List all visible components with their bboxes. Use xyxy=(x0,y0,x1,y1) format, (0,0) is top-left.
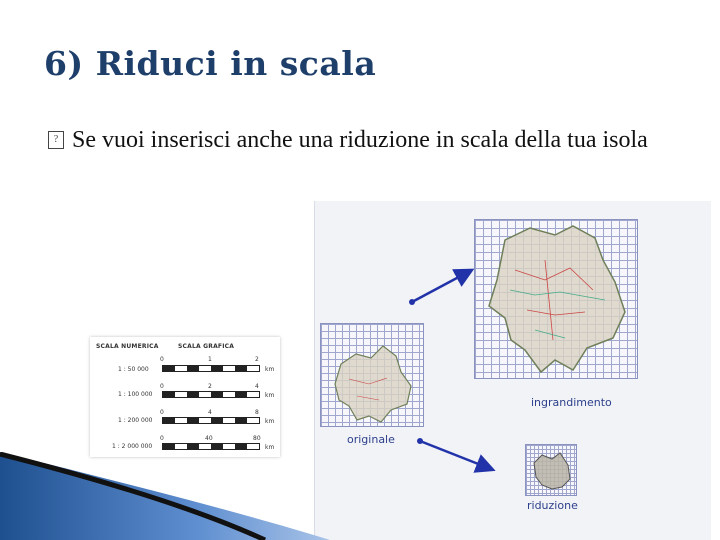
scale-ratio: 1 : 2 000 000 xyxy=(112,443,153,450)
scale-table-figure xyxy=(90,337,280,457)
bullet-text: Se vuoi inserisci anche una riduzione in scala della tua isola xyxy=(72,127,648,153)
scale-tick: 1 xyxy=(208,356,212,363)
enlargement-label: ingrandimento xyxy=(531,396,612,409)
scale-tick: 2 xyxy=(208,383,212,390)
scale-unit: km xyxy=(265,392,275,399)
scale-bar xyxy=(162,365,260,372)
scale-tick: 8 xyxy=(255,409,259,416)
scale-ratio: 1 : 100 000 xyxy=(118,391,153,398)
original-label: originale xyxy=(347,433,395,446)
scale-unit: km xyxy=(265,444,275,451)
scale-bar xyxy=(162,391,260,398)
bullet-icon: ? xyxy=(48,131,64,149)
slide-title: 6) Riduci in scala xyxy=(44,44,377,83)
scale-bar xyxy=(162,417,260,424)
scale-unit: km xyxy=(265,418,275,425)
decorative-swoosh xyxy=(0,452,330,540)
scale-tick: 40 xyxy=(205,435,213,442)
scale-tick: 0 xyxy=(160,435,164,442)
bullet-item xyxy=(48,126,688,155)
scale-ratio: 1 : 50 000 xyxy=(118,366,149,373)
arrows-overlay xyxy=(315,201,711,540)
scale-graphic-header: SCALA GRAFICA xyxy=(178,343,235,350)
scale-tick: 4 xyxy=(255,383,259,390)
map-scaling-figure xyxy=(314,201,711,540)
scale-tick: 0 xyxy=(160,383,164,390)
scale-tick: 0 xyxy=(160,356,164,363)
scale-ratio: 1 : 200 000 xyxy=(118,417,153,424)
scale-tick: 2 xyxy=(255,356,259,363)
scale-tick: 0 xyxy=(160,409,164,416)
scale-tick: 4 xyxy=(208,409,212,416)
scale-tick: 80 xyxy=(253,435,261,442)
scale-bar xyxy=(162,443,260,450)
scale-numeric-header: SCALA NUMERICA xyxy=(96,343,159,350)
scale-unit: km xyxy=(265,366,275,373)
reduction-label: riduzione xyxy=(527,499,578,512)
